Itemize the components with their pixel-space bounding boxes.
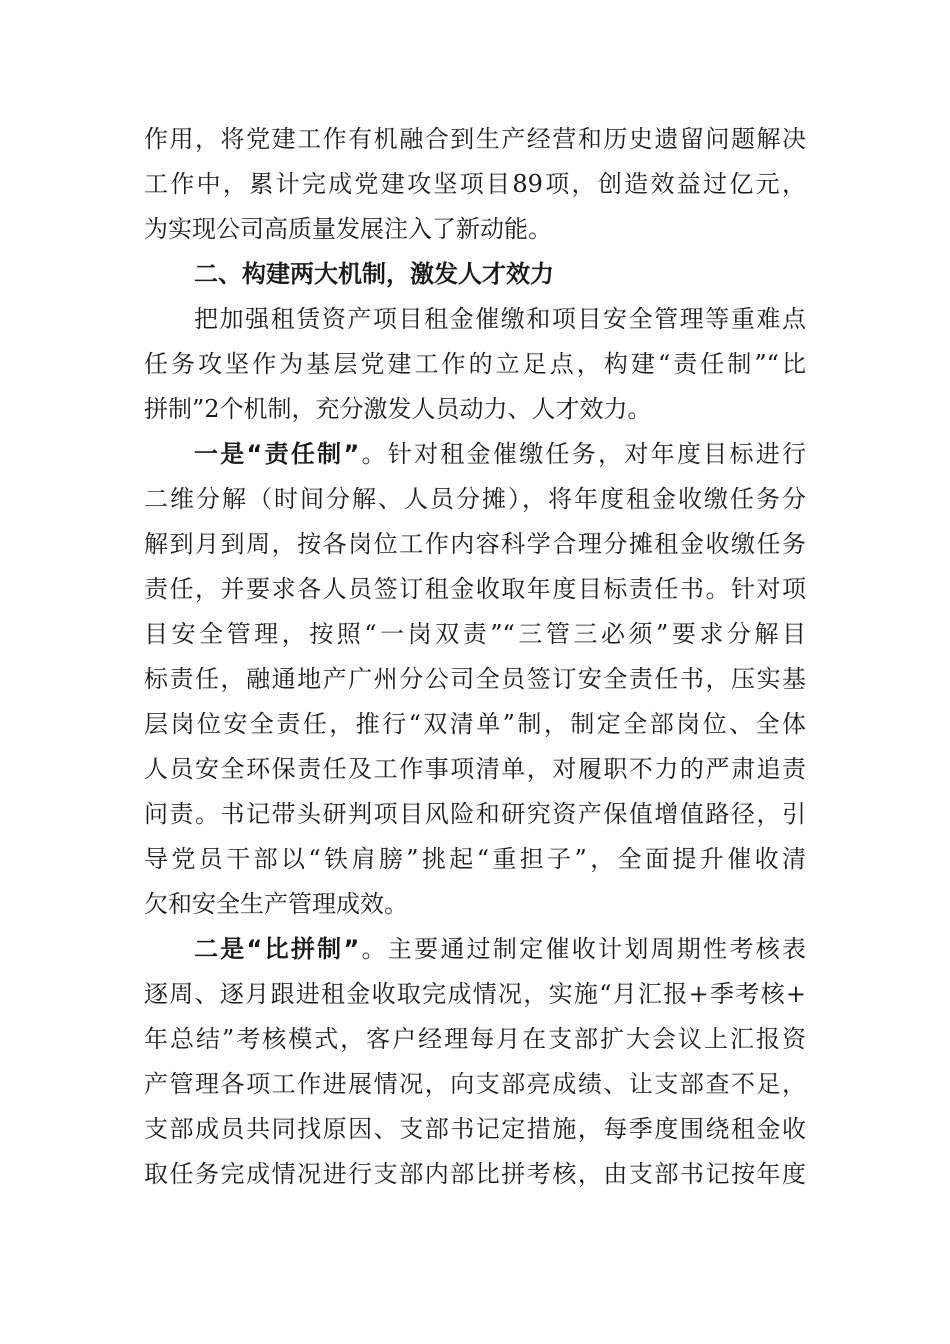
- text-line: 导党员干部以“铁肩膀”挑起“重担子”，全面提升催收清: [144, 845, 806, 873]
- paragraph-lead: 一是“责任制”: [194, 440, 360, 468]
- text-line: 目安全管理，按照“一岗双责”“三管三必须”要求分解目: [144, 620, 806, 648]
- text-line: 标责任，融通地产广州分公司全员签订安全责任书，压实基: [144, 665, 806, 693]
- text-line: 二维分解（时间分解、人员分摊），将年度租金收缴任务分: [144, 485, 806, 513]
- text-line: 产管理各项工作进展情况，向支部亮成绩、让支部查不足，: [144, 1070, 806, 1098]
- paragraph-lead: 二是“比拼制”: [194, 935, 360, 963]
- text-line: 责任，并要求各人员签订租金收取年度目标责任书。针对项: [144, 575, 806, 603]
- text-line: 作用，将党建工作有机融合到生产经营和历史遗留问题解决: [144, 125, 806, 153]
- text-run: 。针对租金催缴任务，对年度目标进行: [359, 440, 806, 468]
- text-run: 。主要通过制定催收计划周期性考核表: [359, 935, 806, 963]
- text-line: 取任务完成情况进行支部内部比拼考核，由支部书记按年度: [144, 1160, 806, 1188]
- text-line: 解到月到周，按各岗位工作内容科学合理分摊租金收缴任务: [144, 530, 806, 558]
- paragraph-responsibility-system: [144, 432, 806, 927]
- text-line: 人员安全环保责任及工作事项清单，对履职不力的严肃追责: [144, 755, 806, 783]
- text-line: [144, 927, 806, 972]
- text-line: 年总结”考核模式，客户经理每月在支部扩大会议上汇报资: [144, 1025, 806, 1053]
- text-line: 逐周、逐月跟进租金收取完成情况，实施“月汇报+季考核+: [144, 980, 806, 1008]
- section-heading: 二、构建两大机制，激发人才效力: [194, 260, 554, 288]
- paragraph-mechanisms-intro: [144, 297, 806, 432]
- document-page: [144, 117, 806, 1197]
- text-line: 拼制”2个机制，充分激发人员动力、人才效力。: [144, 395, 652, 423]
- paragraph-competition-system: [144, 927, 806, 1197]
- text-line: [144, 432, 806, 477]
- text-line: 工作中，累计完成党建攻坚项目89项，创造效益过亿元，: [144, 170, 806, 198]
- text-line: 问责。书记带头研判项目风险和研究资产保值增值路径，引: [144, 800, 806, 828]
- text-line: 层岗位安全责任，推行“双清单”制，制定全部岗位、全体: [144, 710, 806, 738]
- text-line: 支部成员共同找原因、支部书记定措施，每季度围绕租金收: [144, 1115, 806, 1143]
- text-line: 为实现公司高质量发展注入了新动能。: [144, 215, 552, 243]
- text-line: 欠和安全生产管理成效。: [144, 890, 408, 918]
- text-line: 把加强租赁资产项目租金催缴和项目安全管理等重难点: [194, 305, 806, 333]
- paragraph-party-building-result: [144, 117, 806, 252]
- text-line: 任务攻坚作为基层党建工作的立足点，构建“责任制”“比: [144, 350, 806, 378]
